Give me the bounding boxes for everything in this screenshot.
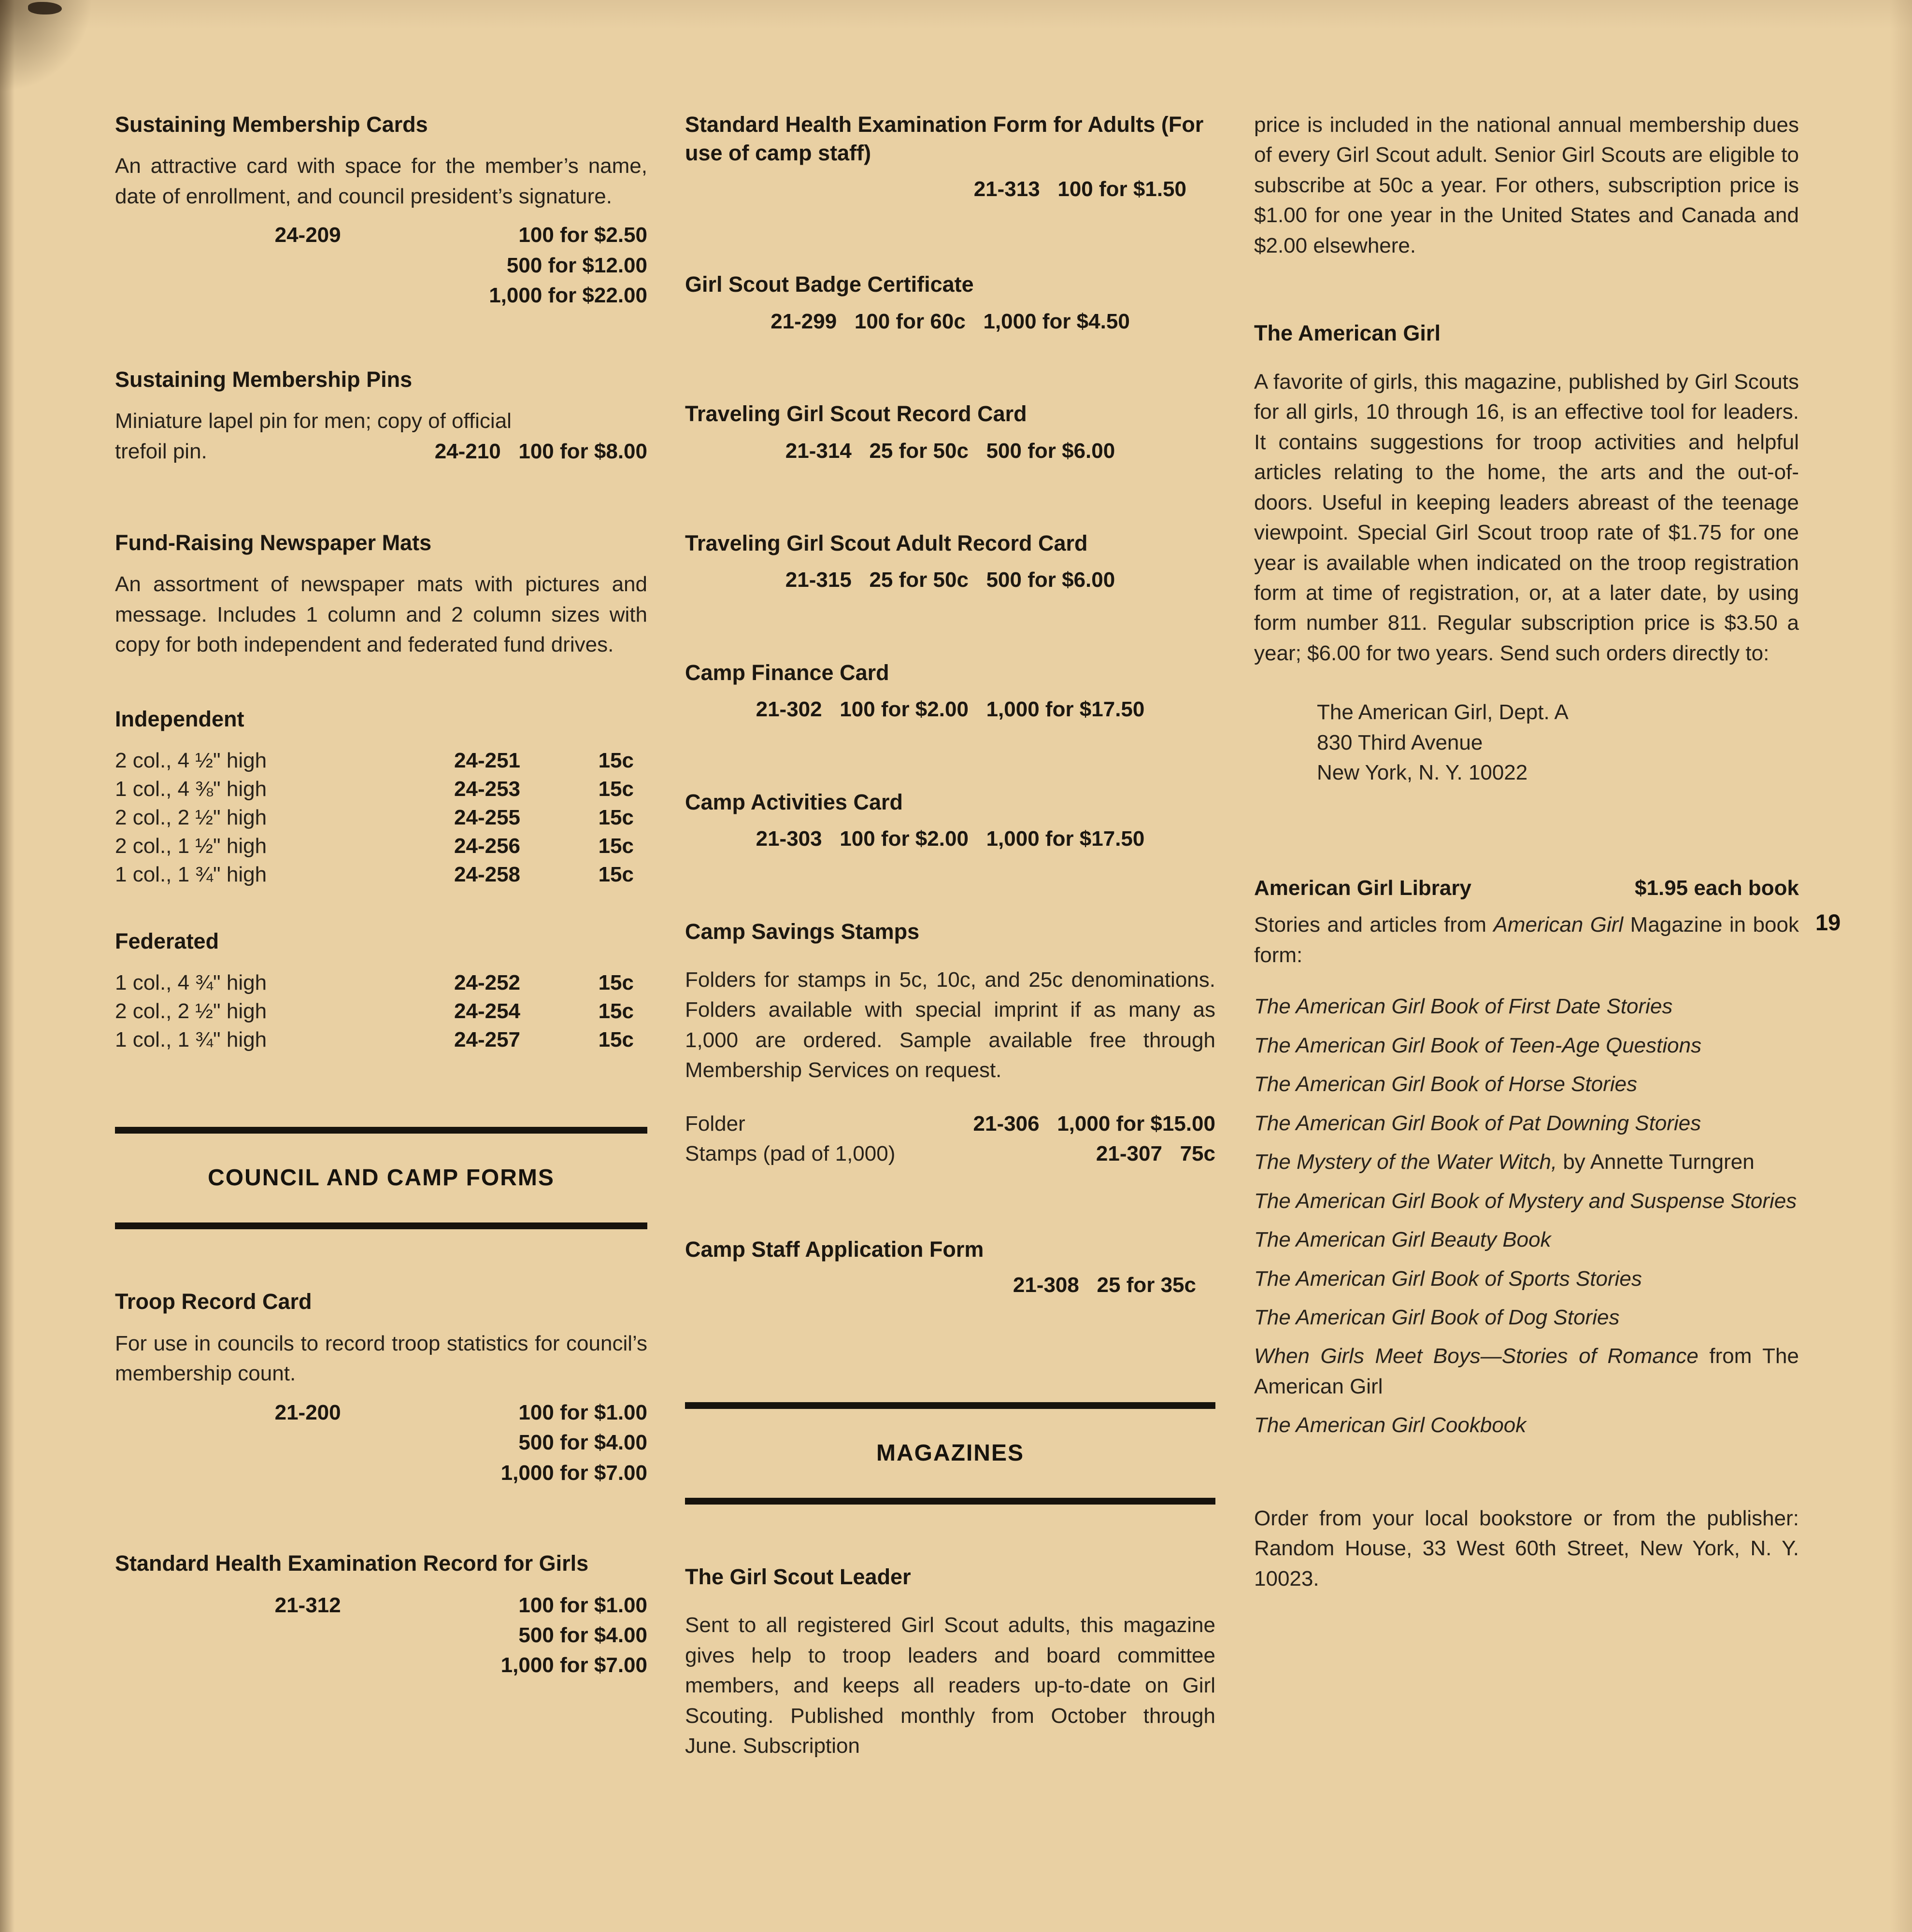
mat-size: 2 col., 1 ½" high — [115, 834, 267, 858]
mat-price: 15c — [598, 777, 634, 801]
right-column — [1254, 110, 1799, 1594]
book-suffix: by Annette Turngren — [1557, 1150, 1755, 1174]
mat-price: 15c — [598, 1028, 634, 1052]
desc-girl-scout-leader: Sent to all registered Girl Scout adults, this magazine gives help to troop leaders and board committee members, and keeps all readers up-to-date on Girl Scouting. Published monthly from October through June. Subscription — [685, 1613, 1215, 1758]
book-title: The American Girl Beauty Book — [1254, 1228, 1551, 1252]
heading-camp-activities-card: Camp Activities Card — [685, 789, 903, 814]
book-title: When Girls Meet Boys—Stories of Romance — [1254, 1344, 1698, 1368]
intro-post: Magazine in book form: — [1254, 913, 1799, 967]
address-line: The American Girl, Dept. A — [1317, 700, 1569, 724]
mat-code: 24-258 — [454, 863, 521, 887]
price-line: 500 for $12.00 — [506, 253, 647, 277]
book-title: The American Girl Book of Mystery and Suspense Stories — [1254, 1189, 1797, 1213]
american-girl-address — [1317, 697, 1799, 788]
table-row — [115, 997, 647, 1026]
mat-code: 24-253 — [454, 777, 521, 801]
item-code: 21-312 — [274, 1593, 341, 1617]
table-row — [115, 1026, 647, 1054]
mat-size: 2 col., 2 ½" high — [115, 999, 267, 1023]
book-title: The American Girl Book of Horse Stories — [1254, 1072, 1638, 1096]
book-title: The Mystery of the Water Witch, — [1254, 1150, 1557, 1174]
mat-price: 15c — [598, 971, 634, 995]
desc-sustaining-membership-pins: Miniature lapel pin for men; copy of official — [115, 409, 512, 433]
price-line: 24-210 100 for $8.00 — [434, 439, 647, 463]
mat-code: 24-257 — [454, 1028, 521, 1052]
book-item — [1254, 1108, 1799, 1138]
mat-size: 1 col., 4 ¾" high — [115, 971, 267, 995]
heading-standard-health-record-girls: Standard Health Examination Record for Girls — [115, 1551, 589, 1576]
middle-column — [685, 110, 1215, 1762]
library-price: $1.95 each book — [1635, 876, 1799, 900]
price-line: 500 for $4.00 — [518, 1431, 647, 1455]
mat-size: 2 col., 4 ½" high — [115, 749, 267, 773]
price-line: 1,000 for $7.00 — [500, 1461, 647, 1485]
desc-troop-record-card: For use in councils to record troop statistics for council’s membership count. — [115, 1331, 647, 1386]
book-item — [1254, 1069, 1799, 1099]
page-number: 19 — [1815, 909, 1841, 935]
heading-camp-finance-card: Camp Finance Card — [685, 660, 889, 685]
mat-code: 24-254 — [454, 999, 521, 1023]
heading-the-american-girl: The American Girl — [1254, 321, 1441, 346]
mat-price: 15c — [598, 999, 634, 1023]
folder-price-row — [685, 1109, 1215, 1139]
heading-fund-raising-newspaper-mats: Fund-Raising Newspaper Mats — [115, 530, 432, 555]
book-item — [1254, 1031, 1799, 1061]
price-badge-certificate: 21-299 100 for 60c 1,000 for $4.50 — [771, 309, 1130, 333]
section-rule-top — [115, 1127, 647, 1134]
price-lines — [341, 1398, 647, 1488]
row-value: 21-306 1,000 for $15.00 — [973, 1111, 1215, 1136]
prices-standard-health-record-girls — [115, 1591, 647, 1681]
heading-american-girl-library — [1254, 873, 1799, 903]
address-line: New York, N. Y. 10022 — [1317, 761, 1528, 785]
mat-price: 15c — [598, 749, 634, 773]
price-traveling-adult-record-card: 21-315 25 for 50c 500 for $6.00 — [785, 568, 1115, 592]
book-title: The American Girl Book of Pat Downing Stories — [1254, 1111, 1701, 1135]
price-line: 100 for $1.00 — [518, 1400, 647, 1424]
row-value: 21-307 75c — [1096, 1142, 1215, 1166]
book-item — [1254, 1341, 1799, 1402]
row-label: Stamps (pad of 1,000) — [685, 1142, 896, 1166]
library-intro — [1254, 910, 1799, 970]
desc-fund-raising-newspaper-mats: An assortment of newspaper mats with pictures and message. Includes 1 column and 2 column sizes with copy for both independent and federated fund drives. — [115, 572, 647, 657]
heading-badge-certificate: Girl Scout Badge Certificate — [685, 272, 974, 297]
book-title: The American Girl Book of Dog Stories — [1254, 1305, 1620, 1329]
price-camp-staff-application: 21-308 25 for 35c — [1013, 1273, 1196, 1297]
price-camp-activities-card: 21-303 100 for $2.00 1,000 for $17.50 — [756, 827, 1145, 851]
pins-price-row — [115, 437, 647, 467]
section-rule-bottom — [685, 1498, 1215, 1505]
price-line: 1,000 for $7.00 — [500, 1653, 647, 1677]
library-title: American Girl Library — [1254, 876, 1471, 900]
heading-camp-staff-application: Camp Staff Application Form — [685, 1236, 984, 1262]
book-title: The American Girl Book of Teen-Age Questions — [1254, 1033, 1702, 1057]
book-title: The American Girl Book of First Date Stories — [1254, 994, 1673, 1019]
independent-table — [115, 747, 647, 889]
heading-sustaining-membership-cards: Sustaining Membership Cards — [115, 112, 428, 137]
book-suffix: from The American Girl — [1254, 1344, 1799, 1398]
book-item — [1254, 992, 1799, 1022]
price-line: 500 for $4.00 — [518, 1623, 647, 1648]
prices-troop-record-card — [115, 1398, 647, 1488]
mat-code: 24-255 — [454, 806, 521, 830]
mat-size: 1 col., 1 ¾" high — [115, 863, 267, 887]
table-row — [115, 861, 647, 889]
book-item — [1254, 1147, 1799, 1177]
intro-pre: Stories and articles from — [1254, 913, 1494, 937]
stamps-price-row — [685, 1139, 1215, 1169]
federated-table — [115, 969, 647, 1054]
mat-code: 24-256 — [454, 834, 521, 858]
table-row — [115, 775, 647, 804]
heading-troop-record-card: Troop Record Card — [115, 1289, 312, 1314]
intro-em: American Girl — [1493, 913, 1624, 937]
price-health-form-adults: 21-313 100 for $1.50 — [973, 177, 1186, 201]
address-line: 830 Third Avenue — [1317, 730, 1483, 754]
book-item — [1254, 1410, 1799, 1440]
table-row — [115, 747, 647, 775]
desc-the-american-girl: A favorite of girls, this magazine, published by Girl Scouts for all girls, 10 through 16, is an effective tool for leaders. It contains suggestions for troop activities and helpful articles relating to the home, the arts and the out-of-doors. Useful in keeping leaders abreast of the teenage viewpoint. Special Girl Scout troop rate of $1.75 for one year is available when indicated on the troop registration form at time of registration, or, at a later date, by using form number 811. Regular subscription price is $3.50 a year; $6.00 for two years. Send such orders directly to: — [1254, 369, 1799, 665]
leader-continuation-text: price is included in the national annual membership dues of every Girl Scout adult. Senior Girl Scouts are eligible to subscribe at 50c a year. For others, subscription price is $1.00 for one year in the United States and Canada and $2.00 elsewhere. — [1254, 113, 1799, 257]
order-instructions: Order from your local bookstore or from the publisher: Random House, 33 West 60th Street, New York, N. Y. 10023. — [1254, 1506, 1799, 1591]
book-item — [1254, 1303, 1799, 1333]
mat-size: 1 col., 1 ¾" high — [115, 1028, 267, 1052]
section-rule-top — [685, 1402, 1215, 1409]
table-row — [115, 832, 647, 861]
heading-girl-scout-leader: The Girl Scout Leader — [685, 1564, 911, 1589]
prices-sustaining-membership-cards — [115, 220, 647, 311]
mat-size: 1 col., 4 ⅜" high — [115, 777, 267, 801]
book-item — [1254, 1186, 1799, 1216]
heading-independent: Independent — [115, 706, 244, 731]
book-title: The American Girl Book of Sports Stories — [1254, 1266, 1642, 1291]
item-code: 24-209 — [274, 223, 341, 247]
book-list — [1254, 992, 1799, 1441]
price-lines — [341, 220, 647, 311]
price-line: 100 for $2.50 — [518, 223, 647, 247]
book-item — [1254, 1264, 1799, 1294]
heading-camp-savings-stamps: Camp Savings Stamps — [685, 919, 920, 944]
left-column — [115, 110, 647, 1681]
price-camp-finance-card: 21-302 100 for $2.00 1,000 for $17.50 — [756, 697, 1145, 722]
item-code: 21-200 — [274, 1400, 341, 1424]
heading-health-form-adults: Standard Health Examination Form for Adults (For use of camp staff) — [685, 112, 1204, 166]
table-row — [115, 969, 647, 997]
price-traveling-record-card: 21-314 25 for 50c 500 for $6.00 — [785, 439, 1115, 463]
section-heading-council-and-camp-forms: COUNCIL AND CAMP FORMS — [208, 1165, 555, 1191]
section-heading-magazines: MAGAZINES — [876, 1440, 1024, 1466]
section-rule-bottom — [115, 1222, 647, 1229]
mat-size: 2 col., 2 ½" high — [115, 806, 267, 830]
price-line: 100 for $1.00 — [518, 1593, 647, 1617]
mat-price: 15c — [598, 834, 634, 858]
mat-code: 24-251 — [454, 749, 521, 773]
book-item — [1254, 1225, 1799, 1255]
heading-traveling-record-card: Traveling Girl Scout Record Card — [685, 401, 1027, 426]
heading-traveling-adult-record-card: Traveling Girl Scout Adult Record Card — [685, 530, 1088, 555]
heading-federated: Federated — [115, 929, 219, 954]
desc-tail: trefoil pin. — [115, 439, 207, 463]
price-lines — [341, 1591, 647, 1681]
desc-sustaining-membership-cards: An attractive card with space for the member’s name, date of enrollment, and council president’s signature. — [115, 154, 647, 208]
heading-sustaining-membership-pins: Sustaining Membership Pins — [115, 367, 413, 392]
desc-camp-savings-stamps: Folders for stamps in 5c, 10c, and 25c denominations. Folders available with special imprint if as many as 1,000 are ordered. Sample available free through Membership Services on request. — [685, 967, 1215, 1082]
mat-price: 15c — [598, 806, 634, 830]
row-label: Folder — [685, 1111, 745, 1136]
scan-smudge — [28, 2, 62, 14]
mat-price: 15c — [598, 863, 634, 887]
table-row — [115, 804, 647, 832]
price-line: 1,000 for $22.00 — [489, 284, 647, 308]
book-title: The American Girl Cookbook — [1254, 1413, 1527, 1437]
mat-code: 24-252 — [454, 971, 521, 995]
